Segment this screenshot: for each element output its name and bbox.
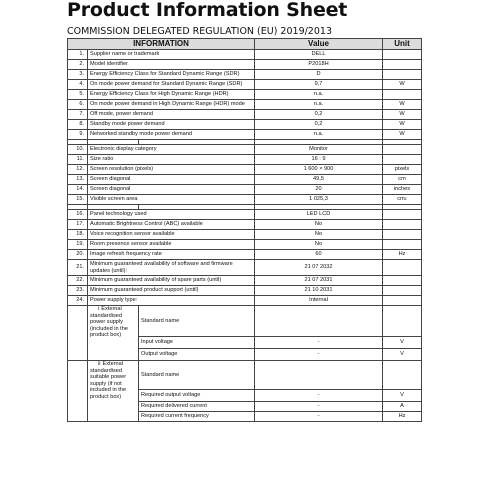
table-row <box>68 296 422 306</box>
row-value: 60 <box>255 250 383 260</box>
unit-text: W <box>399 81 405 88</box>
row-value: n.a. <box>255 130 383 140</box>
table-body <box>68 50 422 422</box>
row-label: Energy Efficiency Class for Standard Dynamic Range (SDR) <box>88 70 255 80</box>
row-unit <box>383 286 422 296</box>
row-number: 22. <box>68 276 88 286</box>
table-row <box>68 60 422 70</box>
supply-field-label: Required output voltage <box>139 390 255 402</box>
table-row <box>68 145 422 155</box>
row-label: Power supply type: <box>88 296 255 306</box>
row-label: Screen diagonal <box>88 175 255 185</box>
row-number: 21. <box>68 260 88 276</box>
unit-text: cm <box>397 196 405 203</box>
row-value: 21 10 2031 <box>255 286 383 296</box>
regulation-subtitle: COMMISSION DELEGATED REGULATION (EU) 2019/2013 <box>67 26 332 37</box>
supply-label-text: External standardised suitable power supply (if not included in the product box) <box>90 361 127 400</box>
row-unit <box>383 195 422 205</box>
table-row <box>68 90 422 100</box>
row-label: Visible screen area <box>88 195 255 205</box>
row-value: 20 <box>255 185 383 195</box>
supply-field-unit: V <box>383 390 422 402</box>
row-number: 23. <box>68 286 88 296</box>
row-unit <box>383 220 422 230</box>
row-value: 0,2 <box>255 110 383 120</box>
table-row <box>68 120 422 130</box>
row-unit <box>383 120 422 130</box>
row-value: n.a. <box>255 90 383 100</box>
row-value: No <box>255 240 383 250</box>
row-label: Minimum guaranteed availability of spare parts (until) <box>88 276 255 286</box>
row-unit <box>383 230 422 240</box>
row-value: D <box>255 70 383 80</box>
table-row <box>68 260 422 276</box>
row-value: DELL <box>255 50 383 60</box>
row-unit <box>383 90 422 100</box>
row-label: Model identifier <box>88 60 255 70</box>
row-number: 18. <box>68 230 88 240</box>
supply-field-unit: V <box>383 337 422 349</box>
supply-field-value <box>255 306 383 337</box>
row-number: 7. <box>68 110 88 120</box>
row-label: Image refresh frequency rate <box>88 250 255 260</box>
row-unit <box>383 155 422 165</box>
row-unit <box>383 175 422 185</box>
row-unit <box>383 250 422 260</box>
row-number: 1. <box>68 50 88 60</box>
row-number: 16. <box>68 210 88 220</box>
header-information: INFORMATION <box>68 39 255 50</box>
table-row <box>68 70 422 80</box>
table-header-row <box>68 39 422 50</box>
row-unit <box>383 80 422 90</box>
row-unit <box>383 70 422 80</box>
table-row <box>68 100 422 110</box>
sheet-title: Product Information Sheet <box>67 0 348 21</box>
row-value: No <box>255 220 383 230</box>
supply-field-value: - <box>255 349 383 361</box>
header-value: Value <box>255 39 383 50</box>
supply-field-label: Required current frequency <box>139 412 255 422</box>
row-number: 8. <box>68 120 88 130</box>
row-number: 14. <box>68 185 88 195</box>
row-value: 9,7 <box>255 80 383 90</box>
table-row <box>68 80 422 90</box>
table-row <box>68 220 422 230</box>
supply-field-value <box>255 361 383 390</box>
supply-field-value: - <box>255 390 383 402</box>
row-value: 1 600 × 900 <box>255 165 383 175</box>
row-number: 12. <box>68 165 88 175</box>
row-unit <box>383 185 422 195</box>
row-unit <box>383 50 422 60</box>
supply-field-unit <box>383 306 422 337</box>
row-number: 24. <box>68 296 88 306</box>
row-number: 20. <box>68 250 88 260</box>
row-label: On mode power demand in High Dynamic Range (HDR) mode <box>88 100 255 110</box>
table-row <box>68 175 422 185</box>
row-number: 5. <box>68 90 88 100</box>
table-row <box>68 165 422 175</box>
row-number: 2. <box>68 60 88 70</box>
supply-field-value: - <box>255 412 383 422</box>
row-unit <box>383 110 422 120</box>
row-label: Panel technology used <box>88 210 255 220</box>
supply-field-unit: V <box>383 349 422 361</box>
supply-field-unit <box>383 361 422 390</box>
row-value: P2018H <box>255 60 383 70</box>
table-row <box>68 210 422 220</box>
unit-text: W <box>399 131 405 138</box>
unit-text: Hz <box>398 251 406 258</box>
row-label: Voice recognition sensor available <box>88 230 255 240</box>
table-row <box>68 276 422 286</box>
unit-text: W <box>399 101 405 108</box>
product-info-table <box>67 38 422 422</box>
row-value: n.a. <box>255 100 383 110</box>
supply-label-text: External standardised power supply (included in the product box) <box>90 306 128 338</box>
row-number: 10. <box>68 145 88 155</box>
row-unit <box>383 260 422 276</box>
row-label: Supplier name or trademark <box>88 50 255 60</box>
row-label: Screen resolution (pixels) <box>88 165 255 175</box>
supply-field-value: - <box>255 337 383 349</box>
row-value: 16 : 9 <box>255 155 383 165</box>
row-label: Standby mode power demand <box>88 120 255 130</box>
supply-field-label: Input voltage <box>139 337 255 349</box>
row-unit <box>383 210 422 220</box>
row-unit <box>383 296 422 306</box>
supply-blank-cell <box>68 361 88 422</box>
row-value: No <box>255 230 383 240</box>
unit-text: pixels <box>394 166 410 173</box>
row-value: Monitor <box>255 145 383 155</box>
row-number: 13. <box>68 175 88 185</box>
supply-type-label <box>88 361 139 422</box>
table-row <box>68 306 422 337</box>
row-number: 6. <box>68 100 88 110</box>
row-value: Internal <box>255 296 383 306</box>
row-number: 17. <box>68 220 88 230</box>
unit-text: inches <box>393 186 411 193</box>
supply-field-label: Output voltage <box>139 349 255 361</box>
table-row <box>68 50 422 60</box>
row-label: On mode power demand for Standard Dynamic Range (SDR) <box>88 80 255 90</box>
row-unit <box>383 145 422 155</box>
row-number: 9. <box>68 130 88 140</box>
row-label: Electronic display category <box>88 145 255 155</box>
unit-text: cm <box>398 176 406 183</box>
row-value: 1 025,3 <box>255 195 383 205</box>
row-unit <box>383 276 422 286</box>
row-unit <box>383 130 422 140</box>
row-unit <box>383 60 422 70</box>
table-row <box>68 250 422 260</box>
supply-field-label: Standard name <box>139 306 255 337</box>
supply-field-unit: Hz <box>383 412 422 422</box>
row-value: LED LCD <box>255 210 383 220</box>
table-row <box>68 230 422 240</box>
supply-field-unit: A <box>383 402 422 412</box>
table-row <box>68 155 422 165</box>
unit-text: W <box>399 111 405 118</box>
row-label: Room presence sensor available <box>88 240 255 250</box>
table-row <box>68 110 422 120</box>
table-row <box>68 195 422 205</box>
unit-superscript: 2 <box>404 197 407 202</box>
supply-mark: i <box>98 306 100 312</box>
row-label: Minimum guaranteed product support (until) <box>88 286 255 296</box>
row-unit <box>383 100 422 110</box>
row-value: 0,2 <box>255 120 383 130</box>
table-row <box>68 286 422 296</box>
supply-field-value: - <box>255 402 383 412</box>
header-unit: Unit <box>383 39 422 50</box>
row-label: Networked standby mode power demand <box>88 130 255 140</box>
row-label: Energy Efficiency Class for High Dynamic Range (HDR) <box>88 90 255 100</box>
row-label: Automatic Brightness Control (ABC) available <box>88 220 255 230</box>
row-unit <box>383 240 422 250</box>
supply-blank-cell <box>68 306 88 361</box>
row-unit <box>383 165 422 175</box>
table-row <box>68 130 422 140</box>
row-label: Size ratio <box>88 155 255 165</box>
supply-type-label <box>88 306 139 361</box>
table-row <box>68 185 422 195</box>
unit-text: W <box>399 121 405 128</box>
row-label: Minimum guaranteed availability of software and firmware updates (until): <box>88 260 255 276</box>
row-number: 15. <box>68 195 88 205</box>
table-row <box>68 361 422 390</box>
supply-field-label: Required delivered current <box>139 402 255 412</box>
supply-mark: ii <box>98 361 101 367</box>
row-value: 21 07 2032 <box>255 260 383 276</box>
row-number: 11. <box>68 155 88 165</box>
row-number: 19. <box>68 240 88 250</box>
row-label: Off mode, power demand <box>88 110 255 120</box>
supply-field-label: Standard name <box>139 361 255 390</box>
row-value: 49,5 <box>255 175 383 185</box>
row-number: 3. <box>68 70 88 80</box>
row-value: 21 07 2031 <box>255 276 383 286</box>
row-number: 4. <box>68 80 88 90</box>
row-label: Screen diagonal <box>88 185 255 195</box>
table-row <box>68 240 422 250</box>
